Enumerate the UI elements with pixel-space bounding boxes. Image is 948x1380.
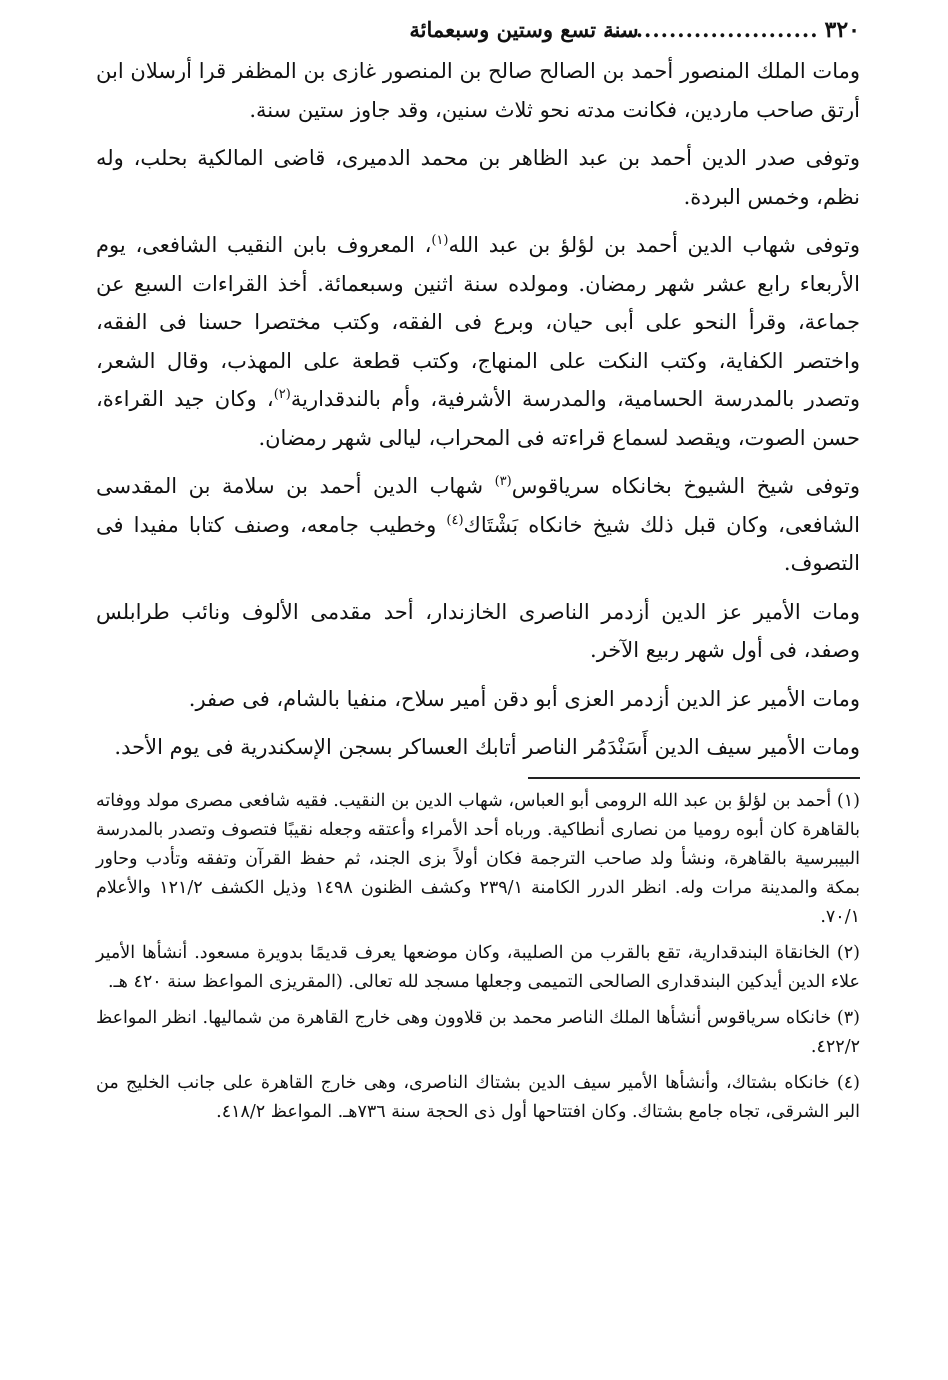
footnote-3: (٣) خانكاه سرياقوس أنشأها الملك الناصر محمد بن قلاوون وهى خارج القاهرة من شماليها. انظر المواعظ ٤٢٢/٢.: [96, 1007, 860, 1057]
footnote-1: (١) أحمد بن لؤلؤ بن عبد الله الرومى أبو العباس، شهاب الدين بن النقيب. فقيه شافعى مصرى مولد ووفاته بالقاهرة كان أبوه روميا من نصارى أنطاكية. ورباه أحد الأمراء وأعتقه وجعله نقيبًا فتصوف وتصدر بالمدرسة البيبرسية بالقاهرة، ونشأ ولد صاحب الترجمة فكان أولاً بزى الجند، ثم حفظ القرآن وتفقه وتأدب وحاور بمكة والمدينة مرات وله. انظر الدرر الكامنة ٢٣٩/١ وكشف الظنون ١٤٩٨ وذيل الكشف ١٢١/٢ والأعلام ٧٠/١.: [96, 790, 860, 927]
paragraph-text: وتوفى صدر الدين أحمد بن عبد الظاهر بن محمد الدميرى، قاضى المالكية بحلب، وله نظم، وخمس البردة.: [96, 146, 860, 209]
paragraph-death-damiri: [96, 139, 860, 216]
footnotes: [96, 787, 860, 1127]
paragraph-text: ، المعروف بابن النقيب الشافعى، يوم الأربعاء رابع عشر شهر رمضان. ومولده سنة اثنين وسبعمائة. أخذ القراءات السبع عن جماعة، وقرأ النحو على أبى حيان، وبرع فى الفقه، وكتب مختصرا حسنا فى الفقه، واختصر الكفاية، وكتب النكت على المنهاج، وكتب قطعة على المهذب، وقال الشعر، وتصدر بالمدرسة الحسامية، والمدرسة الأشرفية، وأم بالندقدارية: [96, 233, 860, 411]
footnote-reference: (١): [431, 233, 449, 248]
paragraph-death-azdamur-nasiri: [96, 593, 860, 670]
paragraph-death-ibn-naqib: [96, 226, 860, 457]
paragraph-text: وخطيب جامعه، وصنف كتابا مفيدا فى التصوف.: [96, 512, 860, 575]
paragraph-text: ومات الأمير سيف الدين أَسَنْدَمُر الناصر أتابك العساكر بسجن الإسكندرية فى يوم الأحد.: [114, 735, 860, 759]
page-number: ٣٢٠: [824, 17, 860, 43]
main-text: [96, 52, 860, 767]
footnote-reference: (٣): [494, 474, 512, 489]
paragraph-text: شهاب الدين أحمد بن سلامة بن المقدسى الشافعى، وكان قبل ذلك شيخ خانكاه بَشْتَاك: [96, 474, 860, 537]
paragraph-text: ومات الأمير عز الدين أزدمر العزى أبو دقن أمير سلاح، منفيا بالشام، فى صفر.: [188, 686, 860, 711]
footnote-2: (٢) الخانقاة البندقدارية، تقع بالقرب من الصليبة، وكان موضعها يعرف قديمًا بدويرة مسعود. أنشأها الأمير علاء الدين أيدكين البندقدارى الصالحى التميمى وجعلها مسجد لله تعالى. (المقريزى المواعظ سنة ٤٢٠ هـ.: [96, 942, 860, 992]
paragraph-text: ومات الأمير عز الدين أزدمر الناصرى الخازندار، أحد مقدمى الألوف ونائب طرابلس وصفد، فى أول شهر ربيع الآخر.: [96, 599, 860, 662]
footnote-4: (٤) خانكاه بشتاك، وأنشأها الأمير سيف الدين بشتاك الناصرى، وهى خارج القاهرة على جانب الخليج من البر الشرقى، تجاه جامع بشتاك. وكان افتتاحها أول ذى الحجة سنة ٧٣٦هـ. المواعظ ٤١٨/٢.: [96, 1072, 860, 1122]
paragraph-death-azdamur-azzi: [96, 680, 860, 719]
paragraph-text: وتوفى شهاب الدين أحمد بن لؤلؤ بن عبد الله: [448, 233, 860, 257]
footnote-reference: (٢): [273, 387, 291, 402]
header-leader-dots: ..........................: [602, 17, 819, 42]
footnote-separator: [528, 777, 860, 779]
paragraph-death-mansur: [96, 52, 860, 129]
paragraph-text: وتوفى شيخ الشيوخ بخانكاه سرياقوس: [511, 474, 860, 498]
paragraph-death-asandamur: [96, 728, 860, 767]
paragraph-death-maqdisi: [96, 467, 860, 583]
book-page: [96, 14, 860, 1134]
running-header: [96, 14, 860, 46]
paragraph-text: ومات الملك المنصور أحمد بن الصالح صالح بن المنصور غازى بن المظفر قرا أرسلان ابن أرتق صاحب ماردين، فكانت مدته نحو ثلاث سنين، وقد جاوز ستين سنة.: [96, 59, 860, 122]
header-title: سنة تسع وستين وسبعمائة: [409, 17, 639, 42]
paragraph-text: ، وكان جيد القراءة، حسن الصوت، ويقصد لسماع قراءته فى المحراب، ليالى شهر رمضان.: [96, 387, 860, 450]
footnote-reference: (٤): [446, 512, 464, 528]
